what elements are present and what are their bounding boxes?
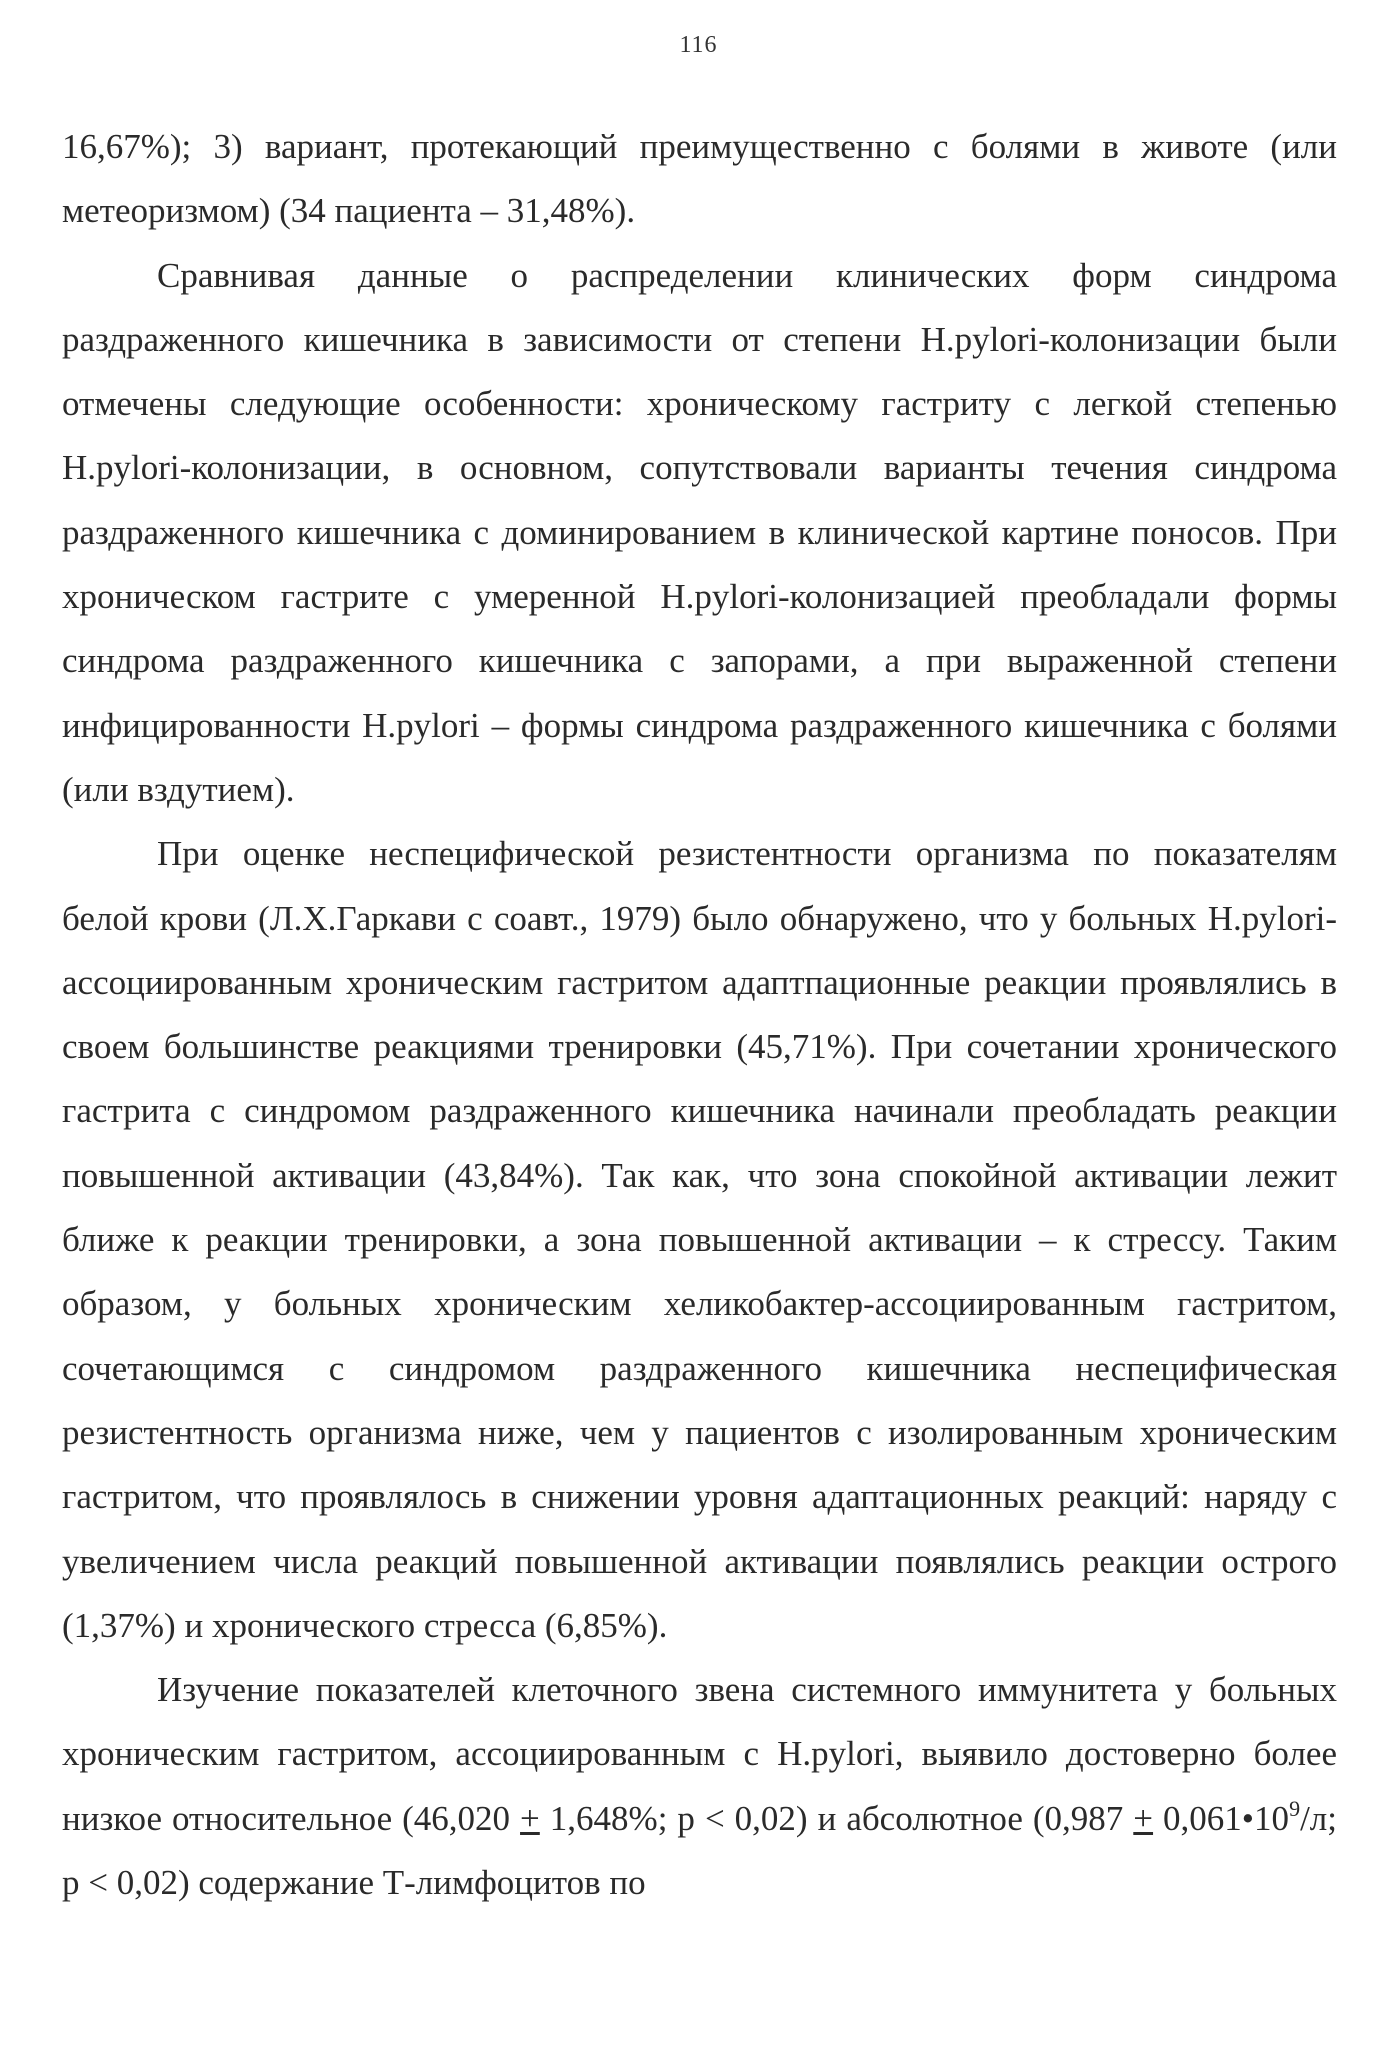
paragraph-4 — [62, 1658, 1337, 1915]
superscript-exponent: 9 — [1289, 1795, 1301, 1821]
body-text — [62, 115, 1337, 1915]
paragraph-3: При оценке неспецифической резистентности организма по показателям белой крови (Л.Х.Гаркави с соавт., 1979) было обнаружено, что у больных H.pylori-ассоциированным хроническим гастритом адаптпационные реакции проявлялись в своем большинстве реакциями тренировки (45,71%). При сочетании хронического гастрита с синдромом раздраженного кишечника начинали преобладать реакции повышенной активации (43,84%). Так как, что зона спокойной активации лежит ближе к реакции тренировки, а зона повышенной активации – к стрессу. Таким образом, у больных хроническим хеликобактер-ассоциированным гастритом, сочетающимся с синдромом раздраженного кишечника неспецифическая резистентность организма ниже, чем у пациентов с изолированным хроническим гастритом, что проявлялось в снижении уровня адаптационных реакций: наряду с увеличением числа реакций повышенной активации появлялись реакции острого (1,37%) и хронического стресса (6,85%). — [62, 834, 1337, 1645]
paragraph-4-text-before: Изучение показателей клеточного звена системного иммунитета у больных хроническим гастритом, ассоциированным с H.pylori, выявило достоверно более низкое относительное (46,020 — [62, 1670, 1337, 1838]
paragraph-4-text-end: /л; p < 0,02) содержание Т-лимфоцитов по — [62, 1798, 1337, 1903]
paragraph-1: 16,67%); 3) вариант, протекающий преимущественно с болями в животе (или метеоризмом) (34 пациента – 31,48%). — [62, 127, 1337, 231]
paragraph-4-text-after-pm: 0,061•10 — [1153, 1798, 1290, 1838]
plus-minus-sign-1: + — [520, 1798, 540, 1838]
plus-minus-sign-2: + — [1133, 1798, 1154, 1838]
paragraph-2: Сравнивая данные о распределении клинических форм синдрома раздраженного кишечника в зависимости от степени H.pylori-колонизации были отмечены следующие особенности: хроническому гастриту с легкой степенью H.pylori-колонизации, в основном, сопутствовали варианты течения синдрома раздраженного кишечника с доминированием в клинической картине поносов. При хроническом гастрите с умеренной H.pylori-колонизацией преобладали формы синдрома раздраженного кишечника с запорами, а при выраженной степени инфицированности H.pylori – формы синдрома раздраженного кишечника с болями (или вздутием). — [62, 255, 1337, 809]
paragraph-4-text-middle: 1,648%; p < 0,02) и абсолютное (0,987 — [539, 1798, 1134, 1838]
page-number: 116 — [679, 32, 718, 58]
